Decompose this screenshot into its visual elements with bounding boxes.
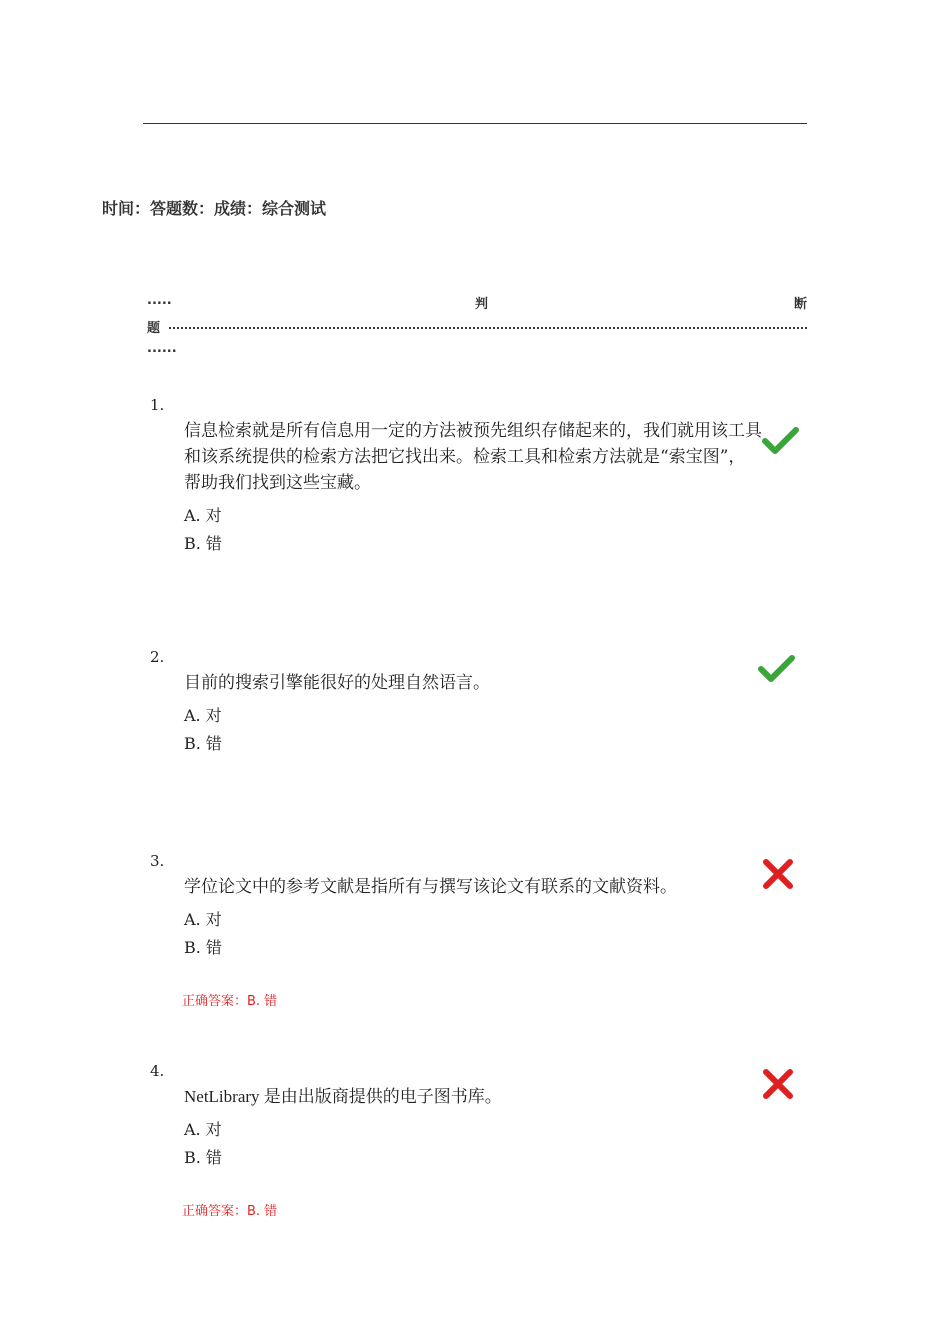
question-item <box>150 648 790 758</box>
option-a[interactable]: A. 对 <box>184 506 222 525</box>
options-list <box>184 702 790 758</box>
correct-answer: 正确答案：B. 错 <box>182 1204 278 1219</box>
option-a[interactable]: A. 对 <box>184 910 222 929</box>
cross-icon <box>758 1064 798 1104</box>
question-text: 学位论文中的参考文献是指所有与撰写该论文有联系的文献资料。 <box>184 877 677 897</box>
question-text: 目前的搜索引擎能很好的处理自然语言。 <box>184 673 490 693</box>
options-list <box>184 1116 790 1172</box>
option-b[interactable]: B. 错 <box>184 534 222 553</box>
question-number: 1. <box>150 396 165 414</box>
question-item <box>150 1062 790 1219</box>
section-heading <box>147 293 807 361</box>
question-item <box>150 396 790 558</box>
check-icon <box>760 420 800 460</box>
section-title-char: 断 <box>793 297 807 312</box>
correct-answer: 正确答案：B. 错 <box>182 994 278 1009</box>
question-text: 信息检索就是所有信息用一定的方法被预先组织存储起来的，我们就用该工具和该系统提供的检索方法把它找出来。检索工具和检索方法就是“索宝图”，帮助我们找到这些宝藏。 <box>184 421 762 493</box>
question-number: 2. <box>150 648 165 666</box>
top-divider <box>143 123 807 124</box>
option-b[interactable]: B. 错 <box>184 938 222 957</box>
option-b[interactable]: B. 错 <box>184 734 222 753</box>
option-a[interactable]: A. 对 <box>184 1120 222 1139</box>
options-list <box>184 906 790 962</box>
check-icon <box>756 648 796 688</box>
section-heading-row <box>147 317 807 341</box>
section-title-char: 题 <box>147 321 161 336</box>
question-item <box>150 852 790 1009</box>
section-title-char: 判 <box>475 297 489 312</box>
dotted-leader <box>169 327 807 329</box>
section-heading-row <box>147 293 807 317</box>
section-dots-trailing: ...... <box>147 341 177 356</box>
options-list <box>184 502 790 558</box>
exam-info-line: 时间：答题数：成绩：综合测试 <box>102 199 327 218</box>
question-number: 4. <box>150 1062 165 1080</box>
cross-icon <box>758 854 798 894</box>
question-text: NetLibrary 是由出版商提供的电子图书库。 <box>184 1087 502 1106</box>
option-a[interactable]: A. 对 <box>184 706 222 725</box>
section-dots-leading: ..... <box>147 293 172 308</box>
option-b[interactable]: B. 错 <box>184 1148 222 1167</box>
question-number: 3. <box>150 852 165 870</box>
